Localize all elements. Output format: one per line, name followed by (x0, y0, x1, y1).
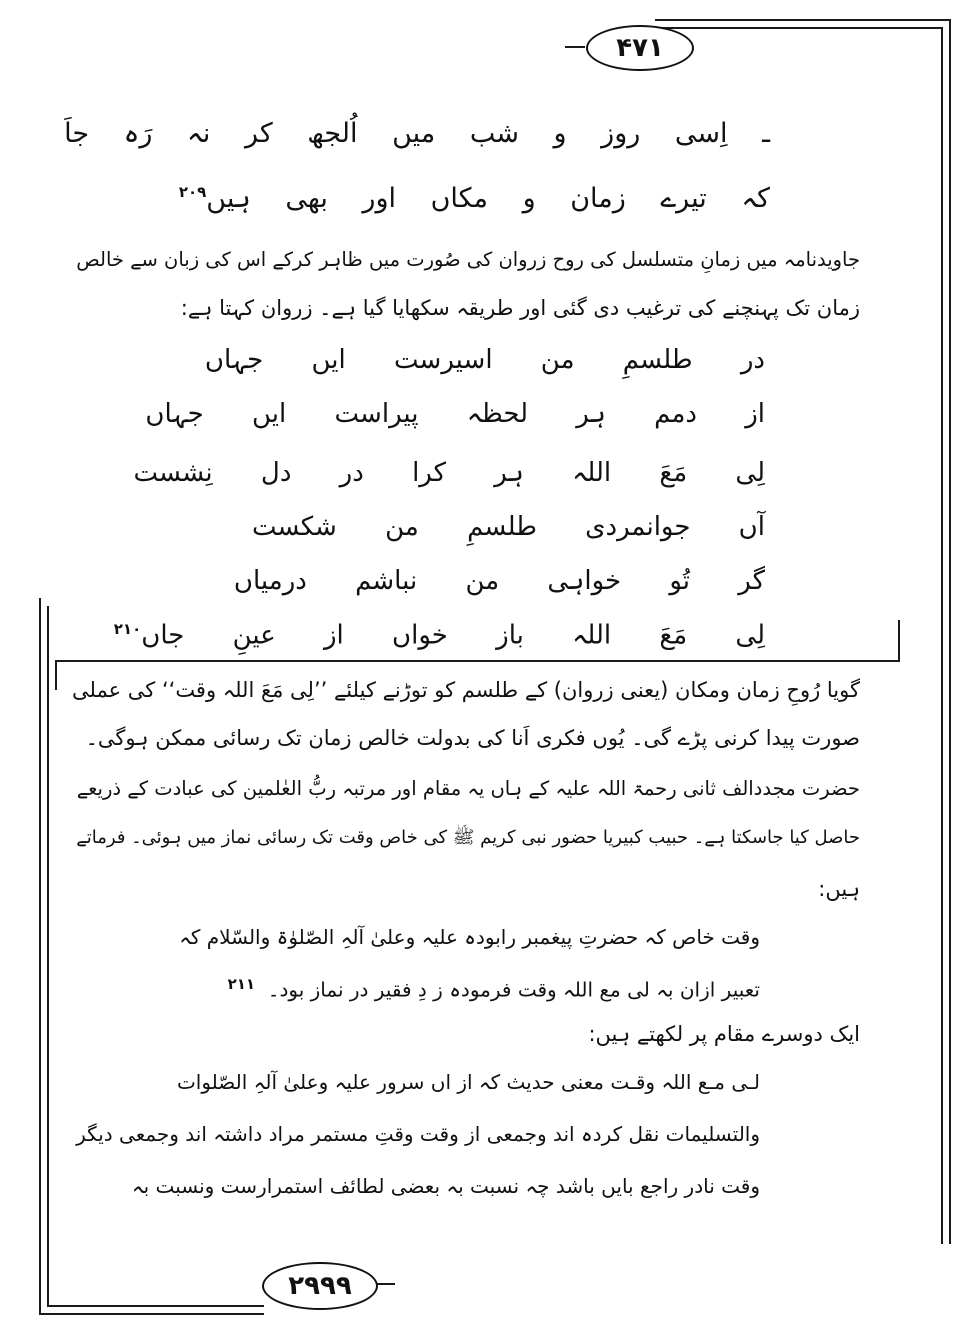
frame-top-line-inner (655, 27, 942, 29)
page-number-top-text: ۴۷۱ (616, 33, 664, 63)
frame-bottom-line-inner (47, 1305, 264, 1307)
persian-verse-line-5: گر تُو خواہی من نباشم درمیاں (233, 566, 765, 596)
frame-mid-line-left (55, 660, 57, 690)
frame-right-line-inner (941, 27, 943, 1244)
quote1-line2 (228, 975, 760, 1002)
quote1-line1: وقت خاص کہ حضرتِ پیغمبر رابودہ علیہ وعلیٰ آلہِ الصّلوٰۃ والسّلام کہ (179, 925, 760, 949)
para2-line1: گویا رُوحِ زمان ومکان (یعنی زروان) کے طلسم کو توڑنے کیلئے ’’لِی مَعَ اللہ وقت‘‘ کی عملی (71, 678, 860, 702)
frame-left-line-inner (47, 606, 49, 1306)
frame-mid-line-top (55, 660, 900, 662)
persian-verse-footnote: ۲۱۰ (113, 620, 142, 638)
quote2-line2: والتسلیمات نقل کردہ اند وجمعی از وقت وقتِ مستمر مراد داشتہ اند وجمعی دیگر (76, 1122, 760, 1146)
para3-line3: ہیں: (818, 877, 860, 901)
page-number-bottom (262, 1262, 378, 1310)
page-number-top (586, 25, 694, 71)
frame-mid-line-right (898, 620, 900, 662)
verse1-line2-text: کہ تیرے زمان و مکاں اور بھی ہیں (206, 183, 770, 214)
verse1-line1: ـ اِسی روز و شب میں اُلجھ کر نہ رَہ جاَ (64, 118, 770, 149)
persian-verse-line-6-text: لِی مَعَ اللہ باز خواں از عینِ جاں (141, 620, 765, 651)
quote2-line3: وقت نادر راجع بایں باشد چہ نسبت بہ بعضی لطائف استمرارست ونسبت بہ (131, 1174, 760, 1198)
frame-top-line-outer (655, 19, 950, 21)
frame-top-line-left (565, 46, 585, 48)
frame-left-line-outer (39, 598, 41, 1314)
para1-line1: جاویدنامہ میں زمانِ متسلسل کی روح زروان کی صُورت میں ظاہر کرکے اس کی زبان سے خالص (76, 248, 860, 271)
para3-line2: حاصل کیا جاسکتا ہے۔ حبیب کبیریا حضور نبی کریم ﷺ کی خاص وقت تک رسائی نماز میں ہوئی۔ فرماتے (76, 827, 860, 848)
page-number-bottom-text: ۲۹۹۹ (288, 1271, 352, 1301)
frame-right-line-outer (949, 19, 951, 1244)
para2-line2: صورت پیدا کرنی پڑے گی۔ یُوں فکری اَنا کی بدولت خالص زمان تک رسائی ممکن ہوگی۔ (85, 726, 860, 750)
quote1-line2-text: تعبیر ازان بہ لی مع اللہ وقت فرمودہ ز دِ فقیر در نماز بود۔ (267, 977, 760, 1002)
quote2-line1: لـی مـع اللہ وقـت معنی حدیث کہ از اں سرور علیہ وعلیٰ آلہِ الصّلوات (176, 1070, 760, 1094)
quote1-footnote: ۲۱۱ (227, 975, 256, 993)
frame-bottom-line-right (375, 1283, 395, 1285)
verse1-line2 (179, 183, 770, 215)
persian-verse-line-2: از دمم ہر لحظہ پیراست ایں جہاں (145, 399, 765, 429)
persian-verse-line-6 (114, 620, 765, 652)
para4-line1: ایک دوسرے مقام پر لکھتے ہیں: (588, 1022, 860, 1046)
para1-line2: زمان تک پہنچنے کی ترغیب دی گئی اور طریقہ سکھایا گیا ہے۔ زروان کہتا ہے: (180, 296, 860, 320)
persian-verse-line-3: لِی مَعَ اللہ ہر کرا در دل نِشست (133, 458, 765, 488)
verse1-footnote: ۲۰۹ (178, 183, 207, 201)
persian-verse-line-1: در طلسمِ من اسیرست ایں جہاں (204, 345, 765, 375)
frame-bottom-line-outer (39, 1313, 264, 1315)
persian-verse-line-4: آں جوانمردی طلسمِ من شکست (251, 512, 765, 542)
para3-line1: حضرت مجددالف ثانی رحمۃ اللہ علیہ کے ہاں یہ مقام اور مرتبہ ربُّ العٰلمین کی عبادت کے ذریعے (76, 777, 860, 800)
